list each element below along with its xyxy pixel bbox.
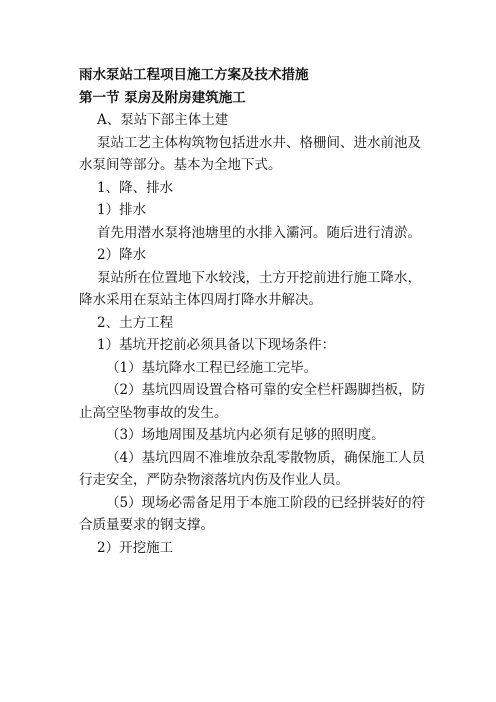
section-heading: 第一节 泵房及附房建筑施工: [79, 89, 246, 106]
paragraph-line: 水泵间等部分。基本为全地下式。: [79, 157, 282, 173]
subsection-heading: A、泵站下部主体土建: [97, 112, 229, 128]
list-heading: 2、土方工程: [97, 314, 174, 331]
list-item: （4）基坑四周不准堆放杂乱零散物质，确保施工人员: [106, 449, 426, 466]
paragraph-line: 泵站工艺主体构筑物包括进水井、格栅间、进水前池及: [97, 134, 421, 151]
list-heading: 2）降水: [97, 247, 147, 263]
list-heading: 2）开挖施工: [97, 539, 174, 556]
paragraph-line: 降水采用在泵站主体四周打降水井解决。: [79, 292, 322, 308]
list-heading: 1、降、排水: [97, 179, 174, 196]
paragraph-line: 首先用潜水泵将池塘里的水排入灞河。随后进行清淤。: [97, 224, 421, 241]
list-item-continuation: 合质量要求的钢支撑。: [79, 517, 214, 533]
list-item: （2）基坑四周设置合格可靠的安全栏杆踢脚挡板，防: [106, 382, 426, 398]
paragraph-line: 泵站所在位置地下水较浅，土方开挖前进行施工降水，: [97, 269, 421, 286]
document-title: 雨水泵站工程项目施工方案及技术措施: [79, 67, 309, 83]
list-item: （5）现场必需备足用于本施工阶段的已经拼装好的符: [106, 494, 426, 511]
list-item: （1）基坑降水工程已经施工完毕。: [106, 359, 318, 376]
list-heading: 1）基坑开挖前必须具备以下现场条件：: [97, 337, 336, 353]
list-heading: 1）排水: [97, 202, 147, 218]
list-item-continuation: 止高空坠物事故的发生。: [79, 404, 228, 421]
list-item-continuation: 行走安全，严防杂物滚落坑内伤及作业人员。: [79, 472, 349, 488]
document-body: [79, 64, 426, 559]
list-item: （3）场地周围及基坑内必须有足够的照明度。: [106, 427, 385, 443]
